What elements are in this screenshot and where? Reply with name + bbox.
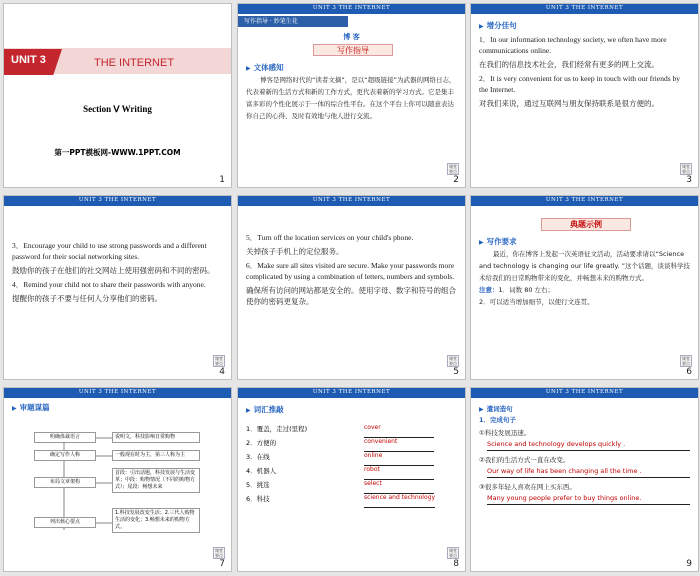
slide-number: 8 <box>453 559 459 569</box>
unit-header-text: UNIT 3 THE INTERNET <box>545 5 624 11</box>
unit-header-text: UNIT 3 THE INTERNET <box>545 197 624 203</box>
sentence-en: Many young people prefer to buy things online. <box>487 493 690 505</box>
triangle-icon: ▶ <box>479 239 484 246</box>
slide-4[interactable] <box>3 195 232 380</box>
nav-button[interactable]: 课堂 要点 <box>215 548 223 558</box>
vocab-list <box>246 424 457 508</box>
slide-title: THE INTERNET <box>94 57 175 69</box>
unit-header-bar <box>471 4 698 14</box>
banner: 典题示例 <box>541 218 631 231</box>
sentence-en: Science and technology develops quickly . <box>487 439 690 451</box>
triangle-icon: ▶ <box>246 65 251 72</box>
paragraph: 博客是网络时代的“读者文摘”，是以“超级链接”为武器的网络日志，代表着新的生活方式和新的工作方式，更代表着新的学习方式。它是集丰富多彩的个性化展示于一体的综合性平台。在这个平台上你可以随意表达你自己的心得、及时有效地与他人进行交流。 <box>246 76 456 120</box>
line-3: 4．Remind your child not to share their passwords with anyone. <box>12 280 206 289</box>
flow-right-3: 首段：引出话题，科技发展与生活变革；中段：购物情况（不同的购物方式）；尾段：畅想未来 <box>112 468 200 493</box>
slide-number: 7 <box>219 559 225 569</box>
flow-right-1: 说明文，科技影响日常购物 <box>112 432 200 443</box>
slide-number: 5 <box>453 367 459 377</box>
triangle-icon: ▶ <box>479 23 484 30</box>
heading: ▶ 增分佳句 <box>479 21 517 30</box>
unit-label: UNIT 3 <box>11 54 46 66</box>
unit-header-bar <box>471 196 698 206</box>
line-2: 关掉孩子手机上的定位服务。 <box>246 247 344 256</box>
topic-subtitle: 博 客 <box>343 33 360 41</box>
vocab-item: 3．在线 online <box>246 452 457 466</box>
sentence-cn: ③很多年轻人喜欢在网上买东西。 <box>479 483 576 491</box>
unit-header-text: UNIT 3 THE INTERNET <box>312 5 391 11</box>
slide-3[interactable] <box>470 3 699 188</box>
heading: ▶ 文体感知 <box>246 63 284 72</box>
line-4: 提醒你的孩子不要与任何人分享他们的密码。 <box>12 294 162 303</box>
note-2: 2．可以适当增加细节，以使行文连贯。 <box>479 298 594 306</box>
notes: 注意：1．词数 80 左右； <box>479 286 555 294</box>
unit-header-text: UNIT 3 THE INTERNET <box>312 197 391 203</box>
vocab-item: 6．科技 science and technology <box>246 494 457 508</box>
unit-header-text: UNIT 3 THE INTERNET <box>78 197 157 203</box>
slide-number: 6 <box>686 367 692 377</box>
vocab-item: 4．机器人 robot <box>246 466 457 480</box>
nav-button[interactable]: 课堂 要点 <box>449 356 457 366</box>
slide-7[interactable] <box>3 387 232 572</box>
paragraph: 最近，你在博客上发起一次英语征文活动，活动要求请以“Science and technology is changing our life greatly. ”这个话题，谈谈科学技术给我们的日常购物带来的变化，并畅想未来的购物方式。 <box>479 250 690 282</box>
slide-number: 2 <box>453 175 459 185</box>
unit-header-bar <box>238 196 465 206</box>
line-1: 1．In our information technology society, we often have more communications online. <box>479 35 667 55</box>
slide-8[interactable] <box>237 387 466 572</box>
nav-button[interactable]: 课堂 要点 <box>449 548 457 558</box>
unit-header-bar <box>4 196 231 206</box>
slide-number: 1 <box>219 175 225 185</box>
slide-5[interactable] <box>237 195 466 380</box>
sentence-cn: ①科技发展迅速。 <box>479 429 531 437</box>
line-1: 5．Turn off the location services on your child's phone. <box>246 233 414 242</box>
heading: ▶ 写作要求 <box>479 237 517 246</box>
section-tab: 写作指导 · 妙笔生花 <box>238 16 348 27</box>
slide-number: 3 <box>686 175 692 185</box>
triangle-icon: ▶ <box>12 405 17 412</box>
flow-left-4: 列出核心要点 <box>34 517 96 528</box>
unit-header-text: UNIT 3 THE INTERNET <box>78 389 157 395</box>
slide-2[interactable] <box>237 3 466 188</box>
sentence-cn: ②我们的生活方式一直在改变。 <box>479 456 570 464</box>
line-3: 2．It is very convenient for us to keep in touch with our friends by the Internet. <box>479 74 680 94</box>
flow-left-1: 明确体裁语言 <box>34 432 96 443</box>
sentence-en: Our way of life has been changing all the time . <box>487 466 690 478</box>
slide-1[interactable] <box>3 3 232 188</box>
footer-label: 第一PPT模板网-WWW.1PPT.COM <box>54 148 181 157</box>
heading: ▶ 审题谋篇 <box>12 403 50 412</box>
vocab-item: 2．方便的 convenient <box>246 438 457 452</box>
line-4: 对我们来说，通过互联网与朋友保持联系是很方便的。 <box>479 99 659 108</box>
nav-button[interactable]: 课堂 要点 <box>682 356 690 366</box>
heading: ▶ 词汇推敲 <box>246 405 284 414</box>
line-1: 3．Encourage your child to use strong passwords and a different password for their social networking sites. <box>12 241 207 261</box>
flow-left-2: 确定写作人称 <box>34 450 96 461</box>
unit-header-bar <box>238 388 465 398</box>
flow-right-2: 一般现在时为主，第三人称为主 <box>112 450 200 461</box>
flow-left-3: 布局文章架构 <box>34 477 96 488</box>
unit-header-bar <box>238 4 465 14</box>
slide-number: 4 <box>219 367 225 377</box>
subheading: 1．完成句子 <box>479 416 517 424</box>
slide-number: 9 <box>686 559 692 569</box>
triangle-icon: ▶ <box>479 406 484 413</box>
heading: ▶ 遣词造句 <box>479 405 513 413</box>
unit-header-bar <box>471 388 698 398</box>
vocab-item: 1．覆盖，走过(里程) cover <box>246 424 457 438</box>
unit-header-text: UNIT 3 THE INTERNET <box>545 389 624 395</box>
unit-header-text: UNIT 3 THE INTERNET <box>312 389 391 395</box>
flow-right-4: 1.科技发展改变生活；2.三代人购物生活的变化；3.畅想未来的购物方式。 <box>112 508 200 533</box>
triangle-icon: ▶ <box>246 407 251 414</box>
line-3: 6．Make sure all sites visited are secure. Make your passwords more complicated by using a combination of letters, numbers and symbols. <box>246 261 455 281</box>
vocab-item: 5．挑选 select <box>246 480 457 494</box>
line-2: 鼓励你的孩子在他们的社交网站上使用强密码和不同的密码。 <box>12 266 215 275</box>
nav-button[interactable]: 课堂 要点 <box>449 164 457 174</box>
nav-button[interactable]: 课堂 要点 <box>682 164 690 174</box>
line-2: 在我们的信息技术社会，我们经常有更多的网上交流。 <box>479 60 659 69</box>
line-4: 确保所有访问的网站都是安全的。使用字母、数字和符号的组合使你的密码更复杂。 <box>246 286 456 306</box>
banner: 写作指导 <box>313 44 393 56</box>
section-label: Section Ⅴ Writing <box>83 104 152 114</box>
slide-9[interactable] <box>470 387 699 572</box>
slide-6[interactable] <box>470 195 699 380</box>
nav-button[interactable]: 课堂 要点 <box>215 356 223 366</box>
